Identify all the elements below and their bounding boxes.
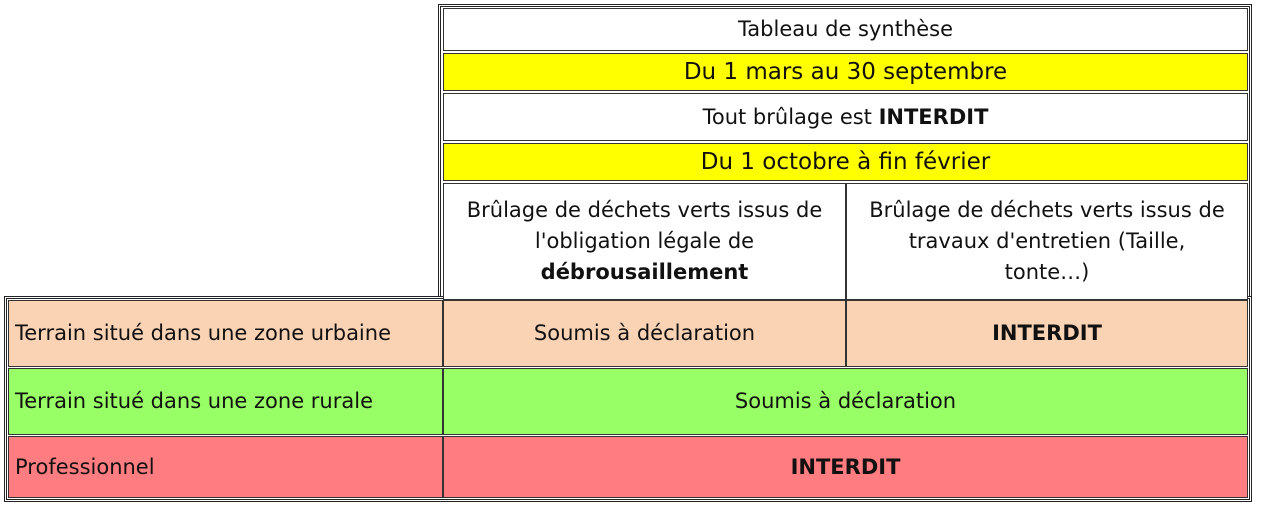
table-title: Tableau de synthèse (443, 8, 1248, 51)
rule-forbidden: INTERDIT (878, 104, 989, 129)
rural-value: Soumis à déclaration (443, 368, 1248, 435)
urban-maintenance-value: INTERDIT (846, 300, 1248, 367)
header-b-line3: tonte…) (1004, 260, 1090, 284)
column-header-maintenance (846, 183, 1248, 300)
header-b-line2: travaux d'entretien (Taille, (908, 229, 1186, 253)
header-b-line1: Brûlage de déchets verts issus de (869, 198, 1225, 222)
burning-ban-rule (443, 93, 1248, 141)
professional-value: INTERDIT (443, 436, 1248, 498)
rule-text: Tout brûlage est (702, 104, 879, 129)
period-october-february: Du 1 octobre à fin février (443, 143, 1248, 181)
period-march-september: Du 1 mars au 30 septembre (443, 53, 1248, 91)
header-a-line2: l'obligation légale de (534, 229, 755, 253)
row-label-rural: Terrain situé dans une zone rurale (8, 368, 443, 435)
header-a-line1: Brûlage de déchets verts issus de (466, 198, 823, 222)
row-label-urban: Terrain situé dans une zone urbaine (8, 300, 443, 367)
urban-legal-clearing-value: Soumis à déclaration (443, 300, 846, 367)
column-header-legal-clearing (443, 183, 846, 300)
header-a-bold: débrousaillement (540, 260, 749, 284)
row-label-professional: Professionnel (8, 436, 443, 498)
